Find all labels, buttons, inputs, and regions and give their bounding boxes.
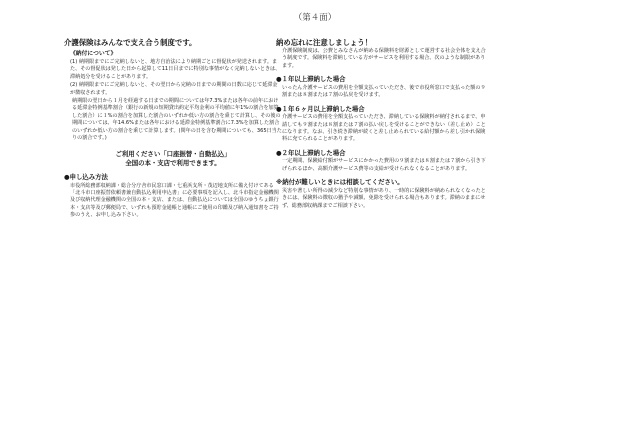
apply-method-title: ●申し込み方法 — [64, 173, 108, 182]
account-transfer-notice — [64, 150, 282, 168]
notice-line-1: ご利用ください「口座振替・自動払込」 — [115, 150, 231, 159]
section-2yr-title: ●２年以上滞納した場合 — [276, 148, 346, 157]
section-18mo-text: 介護サービスの費用を全額支払っていただき、滞納している保険料が納付されるまで、申請しても９割または８割または７割の払い戻しを受けることができない（差し止め）ことになります。なお、引き続き滞納が続くと差し止められている給付額から差し引かれ保険料に充てられることがあります。 — [282, 114, 486, 143]
section-2yr-text: 一定期間、保険給付額がサービスにかかった費用の９割または８割または７割から引き下げられるほか、高額介護サービス費等の支給が受けられなくなることがあります。 — [282, 158, 486, 172]
right-column — [276, 38, 488, 210]
left-column — [64, 38, 282, 220]
section-1yr-text: いったん介護サービスの費用を全額支払っていただき、後で市役所窓口で支払った額の９割または８割または７割の払戻を受けます。 — [282, 84, 486, 99]
page-number-label: （第４面） — [293, 13, 337, 23]
consultation-title: ※納付が難しいときには相談してください。 — [276, 178, 404, 187]
section-18mo-title: ●１年６ヶ月以上滞納した場合 — [276, 104, 365, 113]
payment-item-2: (2) 納期限までにご完納しないと、その翌日から完納の日までの期間の日数に応じて延滞金が徴収されます。 — [70, 82, 278, 96]
consultation-text: 災害や著しい所得の減少など特別な事情があり、一時的に保険料が納められなくなったときには、保険料の徴収の猶予や減額、免除を受けられる場合もあります。滞納のままにせず、総務部収納課までご相談下さい。 — [282, 187, 486, 209]
section-1yr-title: ●１年以上滞納した場合 — [276, 75, 346, 84]
payment-subtitle: 《納付について》 — [70, 51, 117, 57]
left-title: 介護保険はみんなで支え合う制度です。 — [64, 38, 197, 47]
notice-line-2: 全国の本・支店で利用できます。 — [125, 159, 221, 168]
right-intro: 介護保険制度は、公費とみなさんが納める保険料を財源として運営する社会全体を支え合う制度です。保険料を滞納している方がサービスを利用する場合、次のような制限があります。 — [282, 48, 486, 69]
payment-item-2-detail: 納期限の翌日から１月を経過する日までの期間については年7.3%または各年の前年における延滞金特例基準割合（銀行の新規の短期貸出約定平均金利の平均値に年1%の割合を加算した割合）に１%の割合を加算した割合のいずれか低い方の割合を乗じて計算し、その後の期間については、年14.6%または各年における延滞金特例基準割合に7.3%を加算した割合のいずれか低い方の割合を乗じて計算します。(閏年の日を含む期間についても、365日当たりの割合です。) — [72, 98, 282, 142]
right-title: 納め忘れに注意しましょう！ — [276, 38, 373, 47]
apply-method-text: 市役所総務部収納課・総合分庁舎市民窓口課・七重浜支所・茂辺地支所に備え付けてある「北斗市口座振替依頼書兼自動払込利用申込書」に必要事項を記入し、北斗市指定金融機関及び収納代理金融機関の全国の本・支店、または、自動払込については全国のゆうちょ銀行本・支店等及び郵便局で、いずれも預貯金通帳と通帳にご使用の印鑑及び納入通知書をご持参のうえ、お申し込み下さい。 — [70, 182, 279, 219]
payment-item-1: (1) 納期限までにご完納しないと、地方自治法により納期ごとに督促状が発送されます。また、その督促状は発した日から起算して11日目までに特別な事情がなく完納しないときは、滞納処分を受けることがあります。 — [70, 59, 281, 80]
